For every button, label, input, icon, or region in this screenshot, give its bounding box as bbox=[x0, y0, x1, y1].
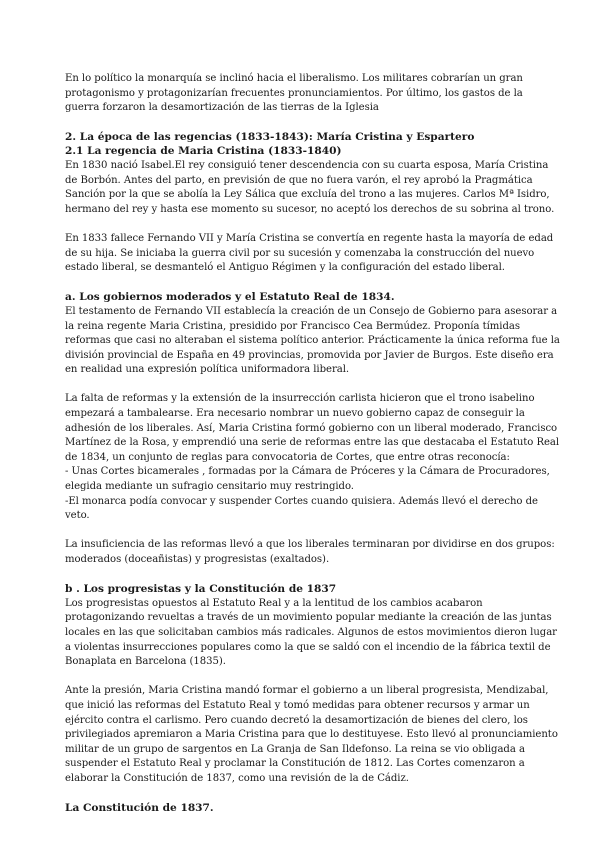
paragraph-gap bbox=[65, 276, 560, 291]
section-a-bullet-1: - Unas Cortes bicamerales , formadas por la Cámara de Próceres y la Cámara de Procuradores, elegida mediante un sufragio censitario muy restringido. bbox=[65, 466, 550, 493]
paragraph-gap bbox=[65, 568, 560, 583]
paragraph-gap bbox=[65, 670, 560, 685]
section-b-heading: b . Los progresistas y la Constitución de 1837 bbox=[65, 583, 337, 596]
section-b-paragraph-1: Los progresistas opuestos al Estatuto Real y a la lentitud de los cambios acabaron protagonizando revueltas a través de un movimiento popular mediante la creación de las juntas locales en las que solicitaban cambios más radicales. Algunos de estos movimientos dieron lugar a violentas insurrecciones populares como la que se saldó con el incendio de la fábrica textil de Bonaplata en Barcelona (1835). bbox=[65, 597, 557, 668]
paragraph-gap bbox=[65, 217, 560, 232]
section-b-paragraph-2: Ante la presión, Maria Cristina mandó formar el gobierno a un liberal progresista, Mendizabal, que inició las reformas del Estatuto Real y tomó medidas para obtener recursos y armar un ejército contra el carlismo. Pero cuando decretó la desamortización de bienes del clero, los privilegiados apremiaron a Maria Cristina para que lo destituyese. Esto llevó al pronunciamiento militar de un grupo de sargentos en La Granja de San Ildefonso. La reina se vio obligada a suspender el Estatuto Real y proclamar la Constitución de 1812. Las Cortes comenzaron a elaborar la Constitución de 1837, como una revisión de la de Cádiz. bbox=[65, 685, 558, 784]
final-heading: La Constitución de 1837. bbox=[65, 802, 214, 815]
paragraph-gap bbox=[65, 378, 560, 393]
intro-paragraph: En lo político la monarquía se inclinó hacia el liberalismo. Los militares cobrarían un gran protagonismo y protagonizarían frecuentes pronunciamientos. Por último, los gastos de la guerra forzaron la desamortización de las tierras de la Iglesia bbox=[65, 73, 523, 114]
section-2-1-paragraph-2: En 1833 fallece Fernando VII y María Cristina se convertía en regente hasta la mayoría de edad de su hija. Se iniciaba la guerra civil por su sucesión y comenzaba la construcción del nuevo estado liberal, se desmanteló el Antiguo Régimen y la configuración del estado liberal. bbox=[65, 232, 554, 274]
section-2-1-heading: 2.1 La regencia de Maria Cristina (1833-1840) bbox=[65, 145, 342, 158]
section-a-paragraph-3: La insuficiencia de las reformas llevó a que los liberales terminaran por dividirse en dos grupos: moderados (doceañistas) y progresistas (exaltados). bbox=[65, 539, 555, 565]
section-a-heading: a. Los gobiernos moderados y el Estatuto Real de 1834. bbox=[65, 291, 395, 304]
section-2-1-paragraph-1: En 1830 nació Isabel.El rey consiguió tener descendencia con su cuarta esposa, María Cristina de Borbón. Antes del parto, en previsión de que no fuera varón, el rey aprobó la Pragmática Sanción por la que se abolía la Ley Sálica que excluía del trono a las mujeres. Carlos Mª Isidro, hermano del rey y hasta ese momento su sucesor, no aceptó los derechos de su sobrina al trono. bbox=[65, 159, 555, 215]
section-a-paragraph-1: El testamento de Fernando VII establecía la creación de un Consejo de Gobierno para asesorar a la reina regente Maria Cristina, presidido por Francisco Cea Bermúdez. Proponía tímidas reformas que casi no alteraban el sistema político anterior. Prácticamente la única reforma fue la división provincial de España en 49 provincias, promovida por Javier de Burgos. Este diseño era en realidad una expresión política uniformadora liberal. bbox=[65, 305, 560, 376]
section-a-paragraph-2: La falta de reformas y la extensión de la insurrección carlista hicieron que el trono isabelino empezará a tambalearse. Era necesario nombrar un nuevo gobierno capaz de conseguir la adhesión de los liberales. Así, Maria Cristina formó gobierno con un liberal moderado, Francisco Martínez de la Rosa, y emprendió una serie de reformas entre las que destacaba el Estatuto Real de 1834, un conjunto de reglas para convocatoria de Cortes, que entre otras reconocía: bbox=[65, 393, 560, 463]
paragraph-gap bbox=[65, 787, 560, 802]
paragraph-gap bbox=[65, 524, 560, 539]
section-a-bullet-2: -El monarca podía convocar y suspender Cortes cuando quisiera. Además llevó el derecho de veto. bbox=[65, 495, 538, 522]
section-2-heading: 2. La época de las regencias (1833-1843): María Cristina y Espartero bbox=[65, 130, 475, 143]
